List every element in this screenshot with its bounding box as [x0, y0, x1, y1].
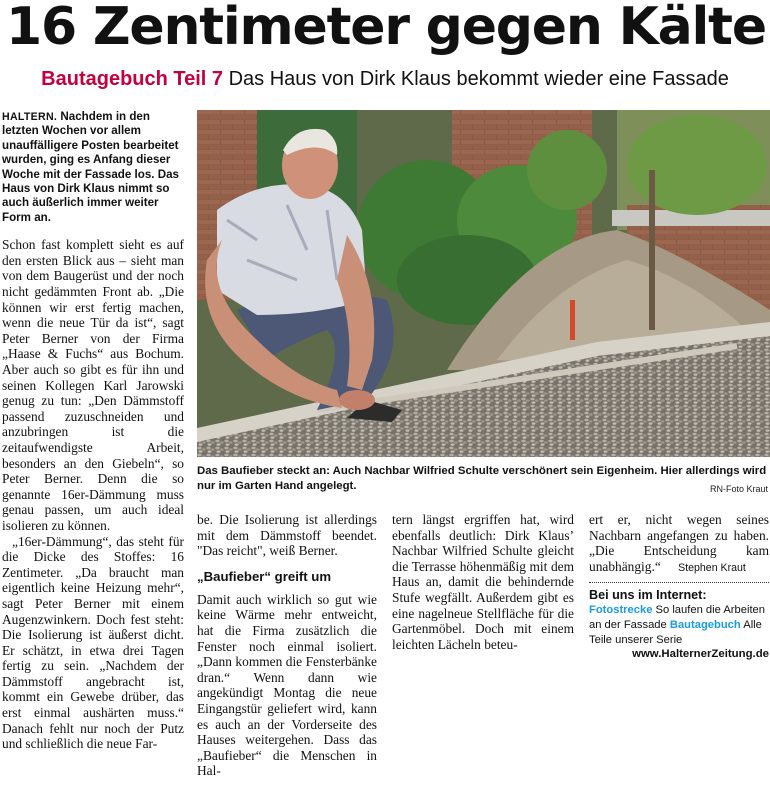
subhead: „Baufieber“ greift um: [197, 568, 332, 584]
lead-text: Nachdem in den letzten Wochen vor allem unauffälligere Posten bearbeitet wurden, ging es Anfang dieser Woche mit der Fassade los. Das Haus von Dirk Klaus nimmt so auch äußerlich immer weiter Form an.: [2, 110, 179, 224]
article-lead: [2, 110, 184, 225]
body-paragraph-5: tern längst ergriffen hat, wird ebenfalls deutlich: Dirk Klaus’ Nachbar Wilfried Schulte gleicht die Terrasse höhenmäßig mit dem Haus an, damit die behindernde Stufe wegfällt. Außerdem gibt es eine nagelneue Stellfläche für die Gartenmöbel. Doch mit einem leichten Lächeln beteu-: [392, 512, 574, 652]
web-box-text-1: So laufen die Arbeiten an der Fassade: [589, 604, 766, 632]
body-paragraph-3: be. Die Isolierung ist allerdings mit dem Dämmstoff beendet. "Das reicht", weiß Berner.: [197, 512, 377, 559]
web-box-text-2: Alle Teile unserer Serie: [589, 619, 762, 647]
photo-caption: Das Baufieber steckt an: Auch Nachbar Wilfried Schulte verschönert sein Eigenheim. Hier allerdings wird nur im Garten Hand angelegt.: [197, 465, 767, 492]
article-column-3: [197, 512, 377, 779]
article-column-5: [589, 512, 769, 660]
subheadline-deck: Das Haus von Dirk Klaus bekommt wieder eine Fassade: [228, 68, 729, 90]
body-paragraph-2: „16er-Dämmung“, das steht für die Dicke des Stoffes: 16 Zentimeter. „Da braucht man eigentlich keine Heizung mehr“, sagt Peter Berner mit einem Augenzwinkern. Doch fest steht: Die Isolierung ist äußerst dicht. Er schätzt, in etwa drei Tagen fertig zu sein. „Nachdem der Dämmstoff angebracht ist, kommt ein Gewebe drüber, das erst einmal aushärten muss.“ Danach fehlt nur noch der Putz und schließlich die neue Far-: [2, 533, 184, 752]
author-name: Stephen Kraut: [678, 561, 746, 574]
photo-gardener-laying-paving: [197, 110, 770, 457]
photo-credit: RN-Foto Kraut: [709, 484, 768, 494]
series-kicker: Bautagebuch Teil 7: [41, 68, 224, 90]
dateline: HALTERN.: [2, 111, 58, 123]
article-column-1: [2, 110, 184, 752]
web-box-title: Bei uns im Internet:: [589, 588, 707, 603]
article-column-4: [392, 512, 574, 652]
divider: [589, 582, 769, 583]
body-paragraph-6-text: ert er, nicht wegen seines Nachbarn angefangen zu haben. „Die Entscheidung kam unabhängig.“: [589, 512, 769, 574]
link-fotostrecke[interactable]: Fotostrecke: [589, 604, 653, 617]
article-photo: [197, 110, 770, 457]
body-paragraph-6: [589, 512, 769, 576]
body-paragraph-1: Schon fast komplett sieht es auf den ersten Blick aus – sieht man von dem Baugerüst und der noch nicht gedämmten Front ab. „Die können wir erst fertig machen, wenn die neue Tür da ist“, sagt Peter Berner von der Firma „Haase & Fuchs“ aus Bochum. Aber auch so gibt es für ihn und seinen Kollegen Karl Jarowski genug zu tun: „Den Dämmstoff passend zuzuschneiden und anzubringen ist die zeitaufwendigste Arbeit, besonders an den Giebeln“, so Peter Berner. Denn die so genannte 16er-Dämmung muss genau passen, um auch ideal isolieren zu können.: [2, 237, 184, 533]
website-url-link[interactable]: www.HalternerZeitung.de: [632, 648, 769, 661]
web-box-text: [589, 603, 769, 648]
body-paragraph-4: Damit auch wirklich so gut wie keine Wärme mehr entweicht, hat die Firma zusätzlich die Fenster noch einmal isoliert. „Dann kommen die Fensterbänke dran.“ Wenn dann wie angekündigt Montag die neue Eingangstür geliefert wird, kann es auch an der Vorderseite des Hauses weitergehen. Dass das „Baufieber“ die Menschen in Hal-: [197, 591, 377, 779]
headline: 16 Zentimeter gegen Kälte: [6, 0, 766, 57]
link-bautagebuch[interactable]: Bautagebuch: [669, 619, 741, 632]
subheadline: [0, 66, 770, 92]
